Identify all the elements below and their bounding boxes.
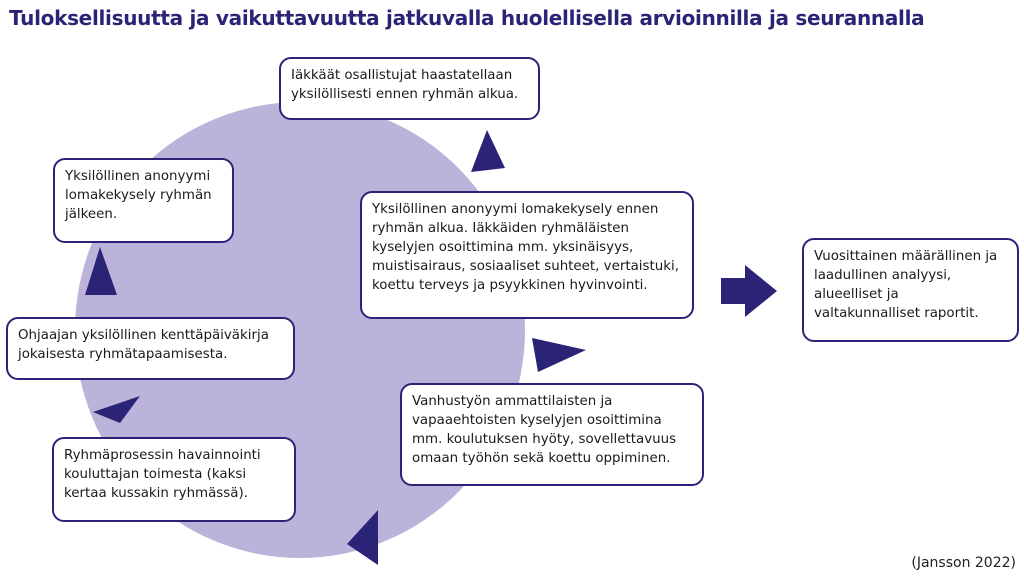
step-box-interview: Iäkkäät osallistujat haastatellaan yksilöllisesti ennen ryhmän alkua. — [279, 57, 540, 120]
step-box-pre-survey: Yksilöllinen anonyymi lomakekysely ennen ryhmän alkua. Iäkkäiden ryhmäläisten kyselyjen osoittimina mm. yksinäisyys, muistisairaus, sosiaaliset suhteet, vertaistuki, koettu terveys ja psyykkinen hyvinvointi. — [360, 191, 694, 319]
cycle-arrow-2 — [532, 338, 586, 372]
step-box-staff-survey: Vanhustyön ammattilaisten ja vapaaehtoisten kyselyjen osoittimina mm. koulutuksen hyöty, sovellettavuus omaan työhön sekä koettu oppiminen. — [400, 383, 704, 486]
step-box-post-survey: Yksilöllinen anonyymi lomakekysely ryhmän jälkeen. — [53, 158, 234, 243]
diagram-title: Tuloksellisuutta ja vaikuttavuutta jatkuvalla huolellisella arvioinnilla ja seurannalla — [9, 6, 925, 30]
cycle-arrow-1 — [471, 130, 505, 172]
step-box-field-diary: Ohjaajan yksilöllinen kenttäpäiväkirja jokaisesta ryhmätapaamisesta. — [6, 317, 295, 380]
result-arrow — [721, 265, 777, 317]
source-credit: (Jansson 2022) — [911, 555, 1016, 571]
step-box-observation: Ryhmäprosessin havainnointi kouluttajan toimesta (kaksi kertaa kussakin ryhmässä). — [52, 437, 296, 522]
result-box: Vuosittainen määrällinen ja laadullinen analyysi, alueelliset ja valtakunnalliset raportit. — [802, 238, 1019, 342]
